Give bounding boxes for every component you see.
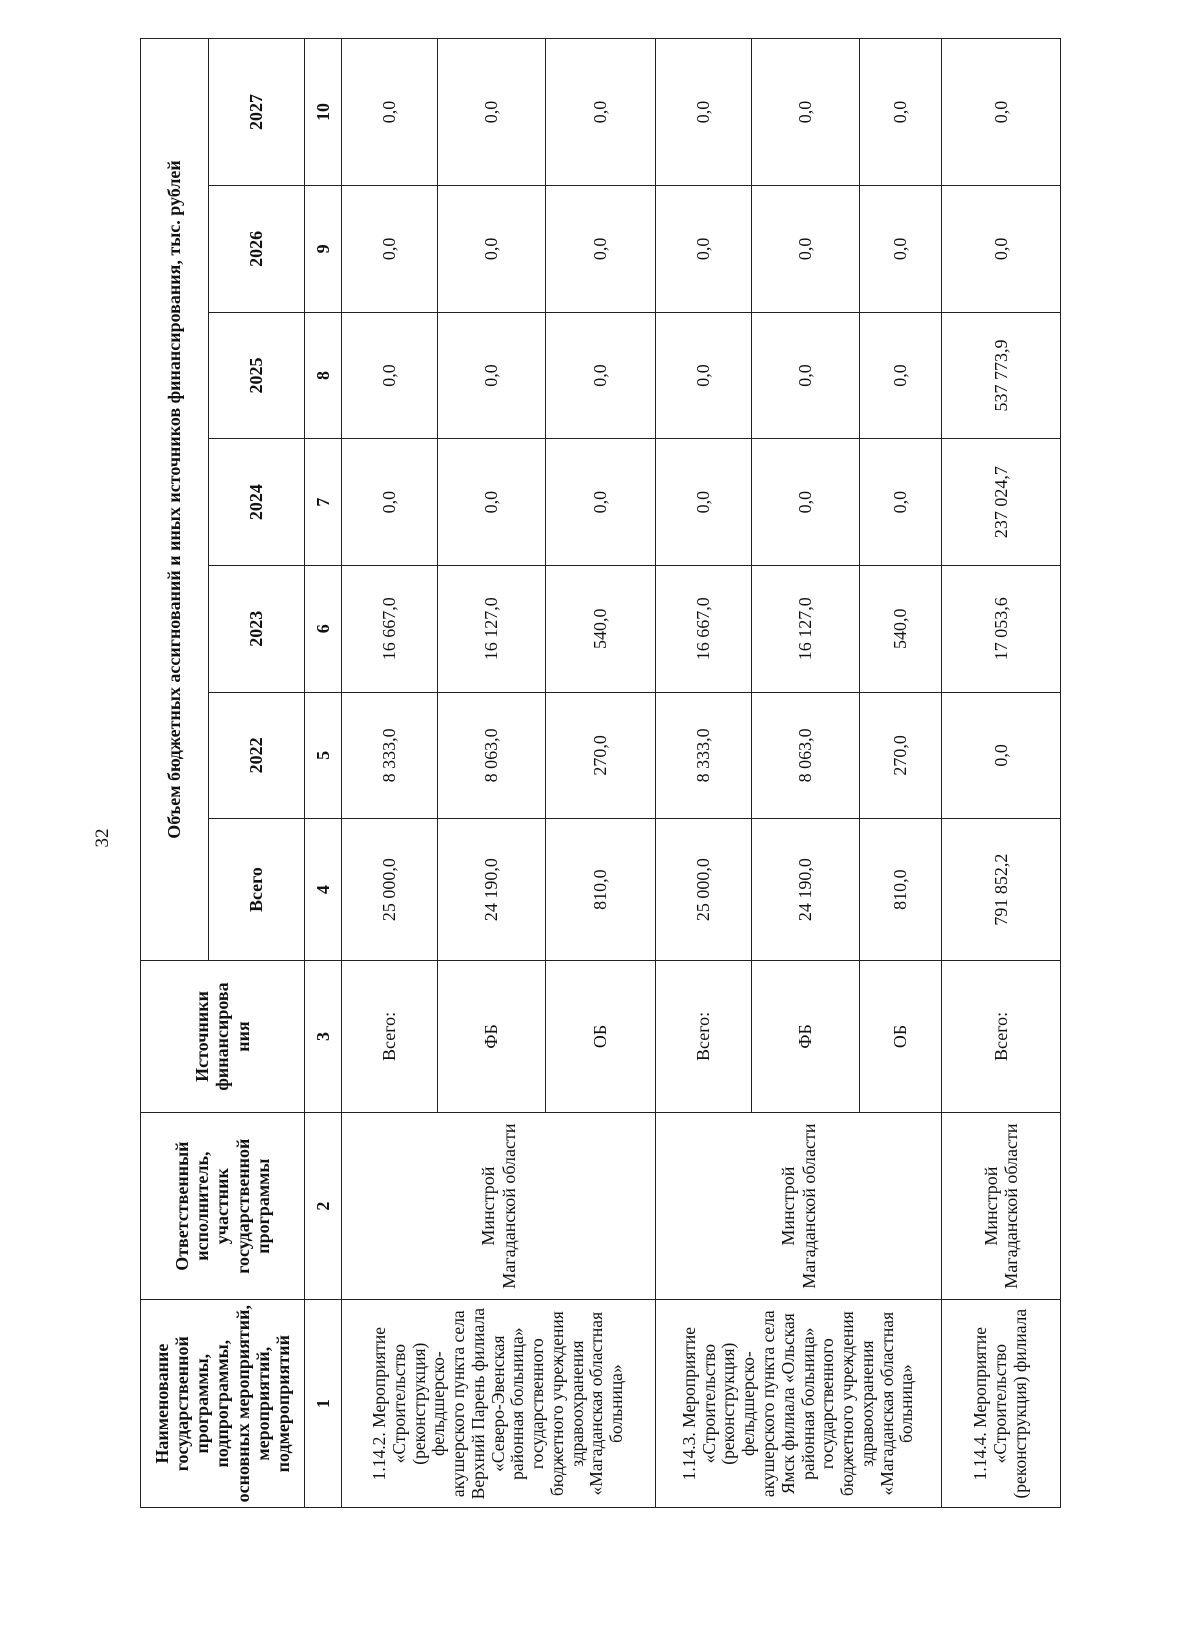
source-cell: ФБ (752, 960, 860, 1112)
value-cell: 0,0 (752, 439, 860, 566)
value-cell: 0,0 (860, 439, 942, 566)
value-cell: 0,0 (438, 439, 546, 566)
source-cell: Всего: (656, 960, 752, 1112)
value-cell: 24 190,0 (752, 819, 860, 961)
value-cell: 810,0 (860, 819, 942, 961)
header-sources: Источники финансирова ния (141, 960, 305, 1112)
value-cell: 25 000,0 (342, 819, 438, 961)
activity-name-cell: 1.14.4. Мероприятие «Строительство (реконструкция) филиала (942, 1300, 1061, 1508)
value-cell: 810,0 (546, 819, 656, 961)
value-cell: 0,0 (752, 312, 860, 439)
value-cell: 0,0 (438, 312, 546, 439)
value-cell: 0,0 (546, 186, 656, 313)
header-funding-group: Объем бюджетных ассигнований и иных источников финансирования, тыс. рублей (141, 39, 209, 961)
header-year: 2022 (209, 692, 305, 819)
value-cell: 0,0 (656, 39, 752, 186)
source-cell: ОБ (546, 960, 656, 1112)
value-cell: 24 190,0 (438, 819, 546, 961)
value-cell: 540,0 (860, 565, 942, 692)
value-cell: 0,0 (342, 439, 438, 566)
column-number: 1 (305, 1300, 342, 1508)
header-year: 2023 (209, 565, 305, 692)
executor-cell: Минстрой Магаданской области (942, 1112, 1061, 1299)
value-cell: 0,0 (342, 186, 438, 313)
header-row-top (141, 39, 209, 1508)
page-number: 32 (92, 828, 113, 848)
value-cell: 0,0 (546, 39, 656, 186)
value-cell: 0,0 (656, 312, 752, 439)
value-cell: 0,0 (860, 186, 942, 313)
value-cell: 0,0 (438, 39, 546, 186)
value-cell: 17 053,6 (942, 565, 1061, 692)
table-row (656, 39, 752, 1508)
header-year: 2026 (209, 186, 305, 313)
value-cell: 537 773,9 (942, 312, 1061, 439)
source-cell: Всего: (342, 960, 438, 1112)
value-cell: 0,0 (546, 312, 656, 439)
value-cell: 270,0 (546, 692, 656, 819)
value-cell: 16 667,0 (342, 565, 438, 692)
source-cell: ФБ (438, 960, 546, 1112)
column-number: 3 (305, 960, 342, 1112)
header-year: 2025 (209, 312, 305, 439)
column-number: 8 (305, 312, 342, 439)
column-number: 10 (305, 39, 342, 186)
value-cell: 25 000,0 (656, 819, 752, 961)
executor-cell: Минстрой Магаданской области (342, 1112, 656, 1299)
source-cell: Всего: (942, 960, 1061, 1112)
value-cell: 0,0 (942, 186, 1061, 313)
value-cell: 16 667,0 (656, 565, 752, 692)
value-cell: 540,0 (546, 565, 656, 692)
column-number: 4 (305, 819, 342, 961)
column-number-row (305, 39, 342, 1508)
table-row (342, 39, 438, 1508)
value-cell: 0,0 (438, 186, 546, 313)
value-cell: 791 852,2 (942, 819, 1061, 961)
value-cell: 8 333,0 (342, 692, 438, 819)
rotated-table-wrapper (140, 38, 1060, 1508)
value-cell: 237 024,7 (942, 439, 1061, 566)
value-cell: 270,0 (860, 692, 942, 819)
value-cell: 16 127,0 (438, 565, 546, 692)
activity-name-cell: 1.14.2. Мероприятие «Строительство (реконструкция) фельдшерско-акушерского пункта села Верхний Парень филиала «Северо-Эвенская районная больница» государственного бюджетного учреждения здравоохранения «Магаданская областная больница» (342, 1300, 656, 1508)
value-cell: 0,0 (342, 39, 438, 186)
column-number: 2 (305, 1112, 342, 1299)
value-cell: 0,0 (942, 39, 1061, 186)
value-cell: 16 127,0 (752, 565, 860, 692)
value-cell: 0,0 (752, 39, 860, 186)
value-cell: 0,0 (860, 39, 942, 186)
value-cell: 0,0 (656, 186, 752, 313)
value-cell: 8 063,0 (438, 692, 546, 819)
header-year: 2027 (209, 39, 305, 186)
value-cell: 8 063,0 (752, 692, 860, 819)
value-cell: 8 333,0 (656, 692, 752, 819)
value-cell: 0,0 (546, 439, 656, 566)
activity-name-cell: 1.14.3. Мероприятие «Строительство (реконструкция) фельдшерско-акушерского пункта села Ямск филиала «Ольская районная больница» государственного бюджетного учреждения здравоохранения «Магаданская областная больница» (656, 1300, 942, 1508)
column-number: 7 (305, 439, 342, 566)
table-row (942, 39, 1061, 1508)
value-cell: 0,0 (342, 312, 438, 439)
rotated-table-frame (140, 38, 1060, 1508)
column-number: 5 (305, 692, 342, 819)
column-number: 6 (305, 565, 342, 692)
header-executor: Ответственный исполнитель, участник государственной программы (141, 1112, 305, 1299)
header-name: Наименование государственной программы, подпрограммы, основных мероприятий, мероприятий, подмероприятий (141, 1300, 305, 1508)
column-number: 9 (305, 186, 342, 313)
value-cell: 0,0 (860, 312, 942, 439)
source-cell: ОБ (860, 960, 942, 1112)
value-cell: 0,0 (752, 186, 860, 313)
value-cell: 0,0 (942, 692, 1061, 819)
header-year: 2024 (209, 439, 305, 566)
header-year: Всего (209, 819, 305, 961)
budget-table (140, 38, 1061, 1508)
value-cell: 0,0 (656, 439, 752, 566)
executor-cell: Минстрой Магаданской области (656, 1112, 942, 1299)
